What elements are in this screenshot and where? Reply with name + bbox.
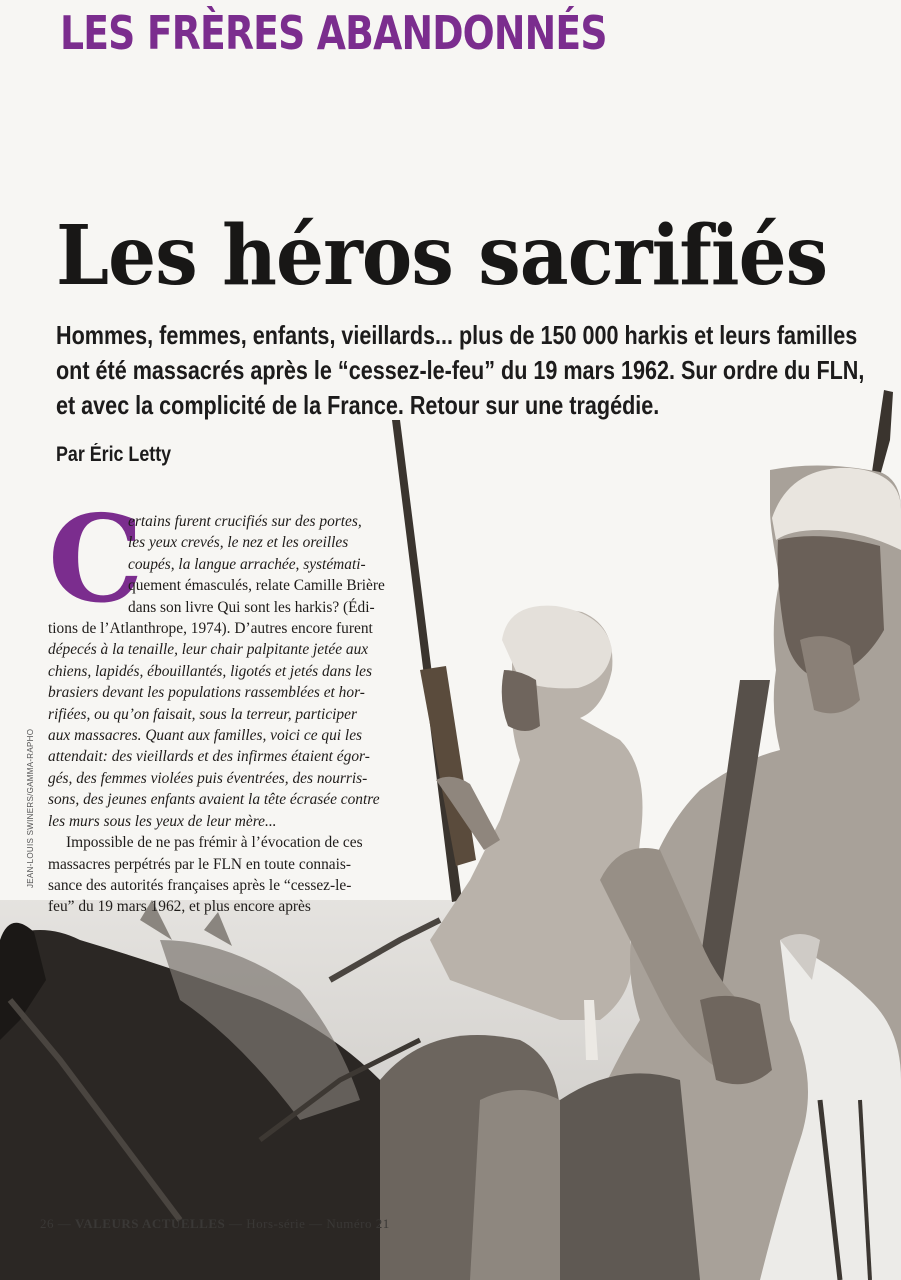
page-number: 26	[40, 1216, 54, 1231]
body-line: dépecés à la tenaille, leur chair palpitante jetée aux	[48, 641, 369, 659]
body-line: Impossible de ne pas frémir à l’évocation de ces	[66, 834, 363, 852]
body-line: gés, des femmes violées puis éventrées, des nourris-	[48, 769, 368, 787]
footer-separator: —	[57, 1216, 75, 1231]
section-kicker: LES FRÈRES ABANDONNÉS	[60, 6, 607, 60]
body-line: brasiers devant les populations rassemblées et hor-	[48, 684, 365, 702]
footer-separator: —	[309, 1216, 327, 1231]
body-line: feu” du 19 mars 1962, et plus encore après	[48, 898, 311, 916]
body-line: dans son livre Qui sont les harkis? (Édi-	[128, 598, 375, 616]
drop-cap: C	[48, 489, 144, 630]
body-line: attendait: des vieillards et des infirmes étaient égor-	[48, 748, 370, 766]
body-line: massacres perpétrés par le FLN en toute connais-	[48, 855, 351, 873]
body-line: chiens, lapidés, ébouillantés, ligotés et jetés dans les	[48, 662, 373, 680]
body-line: les murs sous les yeux de leur mère...	[48, 812, 277, 830]
author-byline: Par Éric Letty	[56, 443, 172, 466]
body-line: quement émasculés, relate Camille Brière	[128, 577, 385, 595]
footer-separator: —	[228, 1216, 247, 1231]
body-line: sons, des jeunes enfants avaient la tête écrasée contre	[48, 791, 380, 809]
photo-credit: JEAN-LOUIS SWINERS/GAMMA-RAPHO	[26, 728, 35, 888]
article-body	[48, 511, 408, 918]
standfirst-line: ont été massacrés après le “cessez-le-feu” du 19 mars 1962. Sur ordre du FLN,	[56, 355, 865, 385]
standfirst-line: Hommes, femmes, enfants, vieillards... plus de 150 000 harkis et leurs familles	[56, 320, 858, 350]
issue-type: Hors-série	[246, 1216, 306, 1231]
magazine-name: VALEURS ACTUELLES	[75, 1216, 226, 1231]
article-headline: Les héros sacrifiés	[56, 208, 828, 304]
body-line: coupés, la langue arrachée, systémati-	[128, 555, 366, 573]
body-line: les yeux crevés, le nez et les oreilles	[128, 534, 349, 552]
body-line: sance des autorités françaises après le “cessez-le-	[48, 876, 352, 894]
body-line: rifiées, ou qu’on faisait, sous la terreur, participer	[48, 705, 357, 723]
issue-number: Numéro 21	[326, 1216, 390, 1231]
body-line: aux massacres. Quant aux familles, voici ce qui les	[48, 727, 363, 745]
body-line: tions de l’Atlanthrope, 1974). D’autres encore furent	[48, 620, 373, 638]
body-line: ertains furent crucifiés sur des portes,	[128, 513, 362, 530]
standfirst-line: et avec la complicité de la France. Retour sur une tragédie.	[56, 390, 660, 420]
page-footer	[40, 1216, 390, 1232]
